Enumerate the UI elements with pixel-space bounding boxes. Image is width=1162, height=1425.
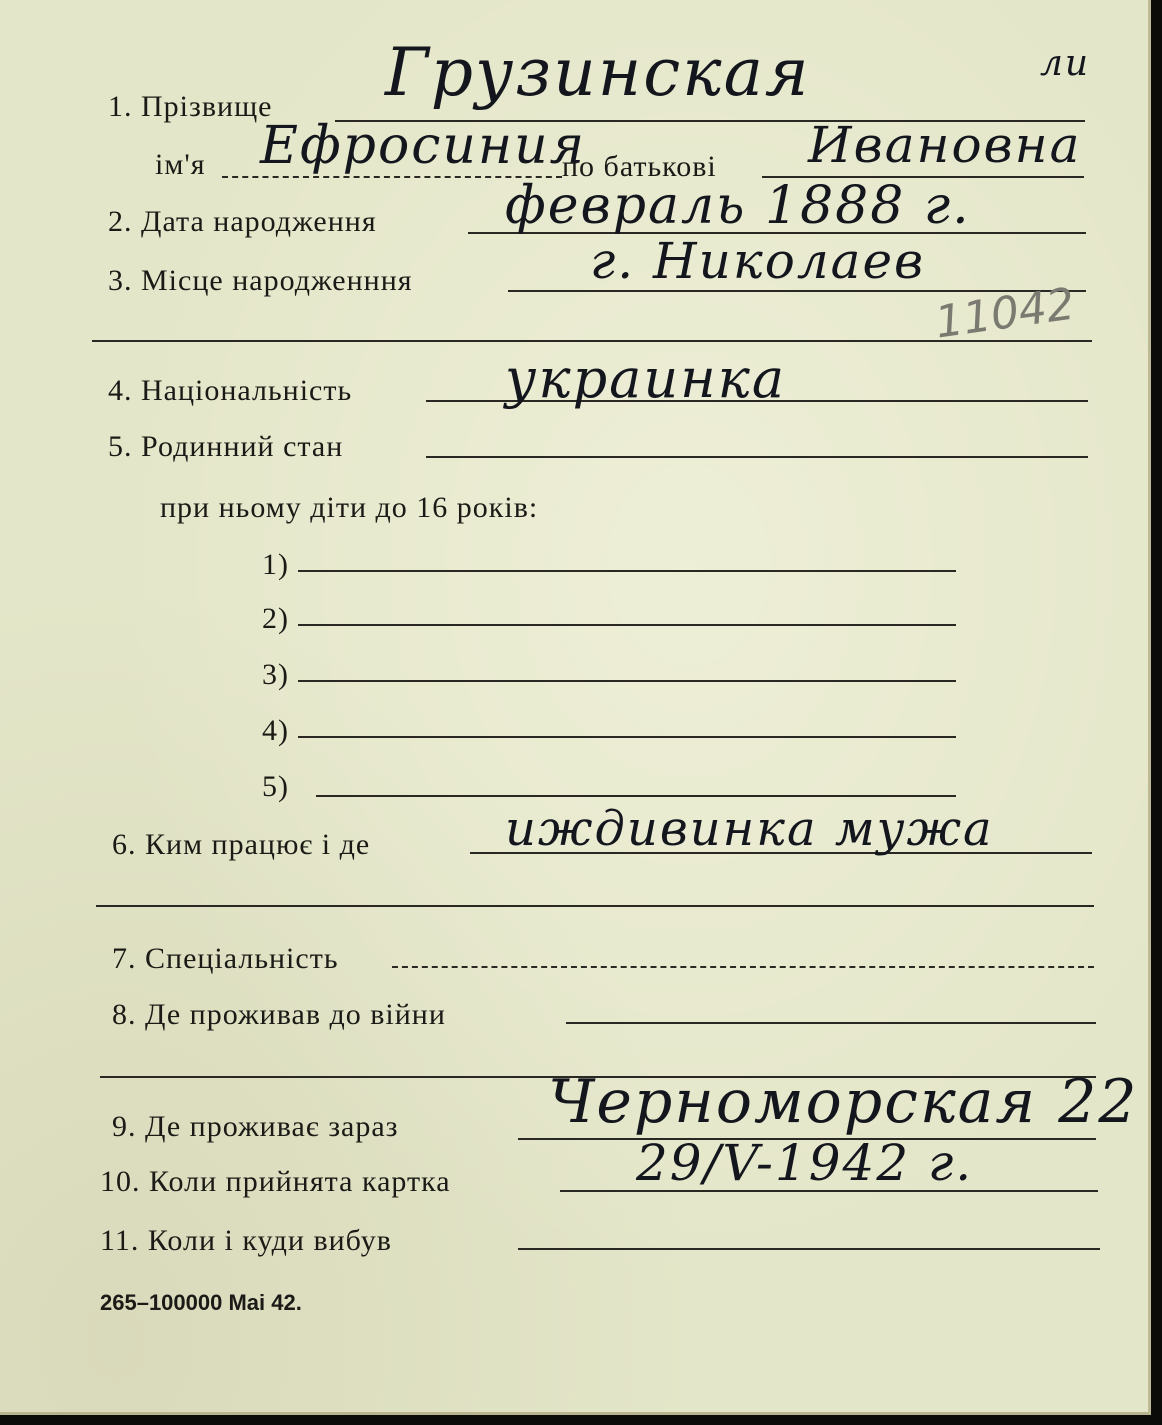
child-5-label: 5) (262, 770, 289, 803)
prewar-residence-line (566, 1022, 1096, 1024)
prewar-residence-label: 8. Де проживав до війни (112, 998, 446, 1031)
current-residence-value: Черноморская 22 (548, 1067, 1139, 1137)
work-label: 6. Ким працює і де (112, 828, 371, 861)
card-accepted-label: 10. Коли прийнята картка (100, 1165, 451, 1198)
child-4-label: 4) (262, 714, 289, 747)
birth-place-value: г. Николаев (590, 232, 926, 290)
nationality-label: 4. Національність (108, 374, 353, 407)
print-mark: 265–100000 Mai 42. (100, 1290, 302, 1315)
departure-line (518, 1248, 1100, 1250)
children-label: при ньому діти до 16 років: (160, 491, 539, 524)
child-3-label: 3) (262, 658, 289, 691)
child-1-label: 1) (262, 548, 289, 581)
family-status-label: 5. Родинний стан (108, 430, 344, 463)
pencil-number: 11042 (932, 278, 1078, 349)
departure-label: 11. Коли і куди вибув (100, 1224, 392, 1257)
child-2-label: 2) (262, 602, 289, 635)
birth-date-label: 2. Дата народження (108, 205, 377, 238)
patronymic-value: Ивановна (808, 116, 1082, 174)
child-5-line (316, 795, 956, 797)
nationality-value: украинка (505, 347, 787, 410)
specialty-line (392, 966, 1094, 968)
child-4-line (298, 736, 956, 738)
surname-value: Грузинская (385, 34, 811, 111)
patronymic-label: по батькові (562, 150, 717, 183)
child-2-line (298, 624, 956, 626)
surname-label: 1. Прізвище (108, 90, 273, 123)
specialty-label: 7. Спеціальність (112, 942, 339, 975)
birth-date-value: февраль 1888 г. (505, 176, 971, 236)
work-value: иждивинка мужа (505, 801, 994, 857)
work-line-2 (96, 905, 1094, 907)
child-3-line (298, 680, 956, 682)
card-accepted-value: 29/V-1942 г. (636, 1134, 974, 1192)
name-value: Ефросиния (260, 116, 587, 176)
child-1-line (298, 570, 956, 572)
family-status-line (426, 456, 1088, 458)
birth-place-label: 3. Місце народженння (108, 264, 413, 297)
surname-suffix: ли (1040, 43, 1091, 84)
name-label: ім'я (155, 148, 206, 181)
separator-line (92, 340, 1092, 342)
current-residence-label: 9. Де проживає зараз (112, 1110, 399, 1143)
